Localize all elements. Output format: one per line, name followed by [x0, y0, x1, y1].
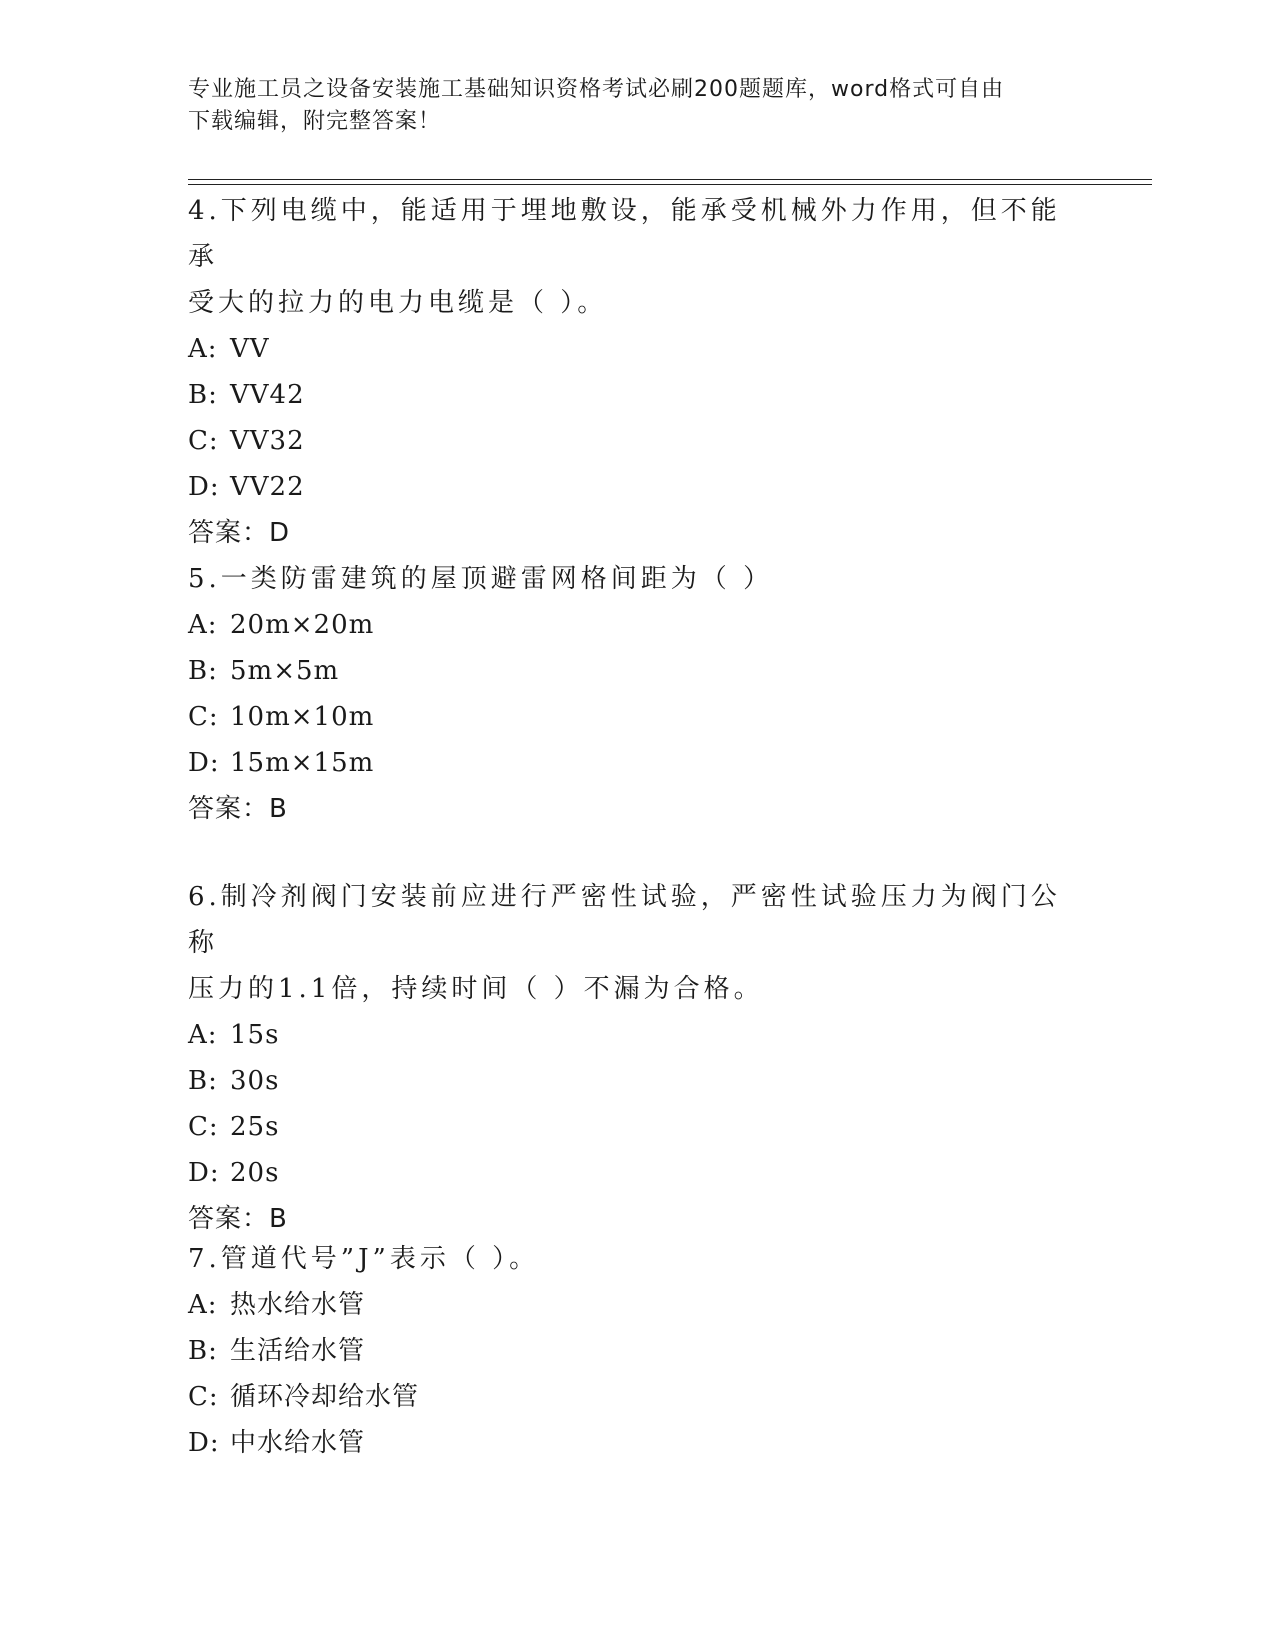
- option-c: [188, 1374, 1088, 1420]
- header-line-2: 下载编辑，附完整答案！: [188, 109, 442, 134]
- option-key: A:: [188, 610, 218, 640]
- option-text: 20s: [230, 1158, 280, 1188]
- option-text: 生活给水管: [230, 1336, 366, 1366]
- option-text: 循环冷却给水管: [230, 1382, 420, 1412]
- question-stem-line-1: 4.下列电缆中，能适用于埋地敷设，能承受机械外力作用，但不能承: [188, 196, 1061, 272]
- question-stem-line-2: 压力的1.1倍，持续时间（ ）不漏为合格。: [188, 974, 764, 1004]
- option-key: B:: [188, 1066, 218, 1096]
- option-key: A:: [188, 334, 218, 364]
- option-text: VV22: [230, 472, 305, 502]
- option-key: B:: [188, 656, 218, 686]
- option-text: VV32: [230, 426, 305, 456]
- header-line-1: 专业施工员之设备安装施工基础知识资格考试必刷200题题库，word格式可自由: [188, 77, 1005, 102]
- answer-line: 答案：B: [188, 1204, 288, 1234]
- option-text: 30s: [230, 1066, 280, 1096]
- option-text: 20m×20m: [230, 610, 375, 640]
- question-6: [188, 874, 1088, 1242]
- option-d: [188, 1420, 1088, 1466]
- question-7: [188, 1236, 1088, 1466]
- option-a: [188, 1012, 1088, 1058]
- option-a: [188, 326, 1088, 372]
- question-stem-line-1: 5.一类防雷建筑的屋顶避雷网格间距为（ ）: [188, 564, 774, 594]
- option-text: 10m×10m: [230, 702, 375, 732]
- header-divider-bottom: [188, 184, 1152, 185]
- option-key: D:: [188, 748, 220, 778]
- question-stem-line-2: 受大的拉力的电力电缆是（ ）。: [188, 288, 608, 318]
- option-text: 15m×15m: [230, 748, 375, 778]
- header-divider-top: [188, 179, 1152, 180]
- option-text: 中水给水管: [230, 1428, 366, 1458]
- option-key: C:: [188, 426, 219, 456]
- option-d: [188, 1150, 1088, 1196]
- option-c: [188, 694, 1088, 740]
- option-b: [188, 1328, 1088, 1374]
- answer-line: 答案：D: [188, 518, 291, 548]
- question-stem: [188, 1236, 1088, 1282]
- option-key: A:: [188, 1290, 218, 1320]
- question-stem: [188, 556, 1088, 602]
- option-key: A:: [188, 1020, 218, 1050]
- option-c: [188, 418, 1088, 464]
- option-d: [188, 464, 1088, 510]
- question-stem-line-1: 7.管道代号”J”表示（ ）。: [188, 1244, 540, 1274]
- question-4: [188, 188, 1088, 556]
- option-text: 25s: [230, 1112, 280, 1142]
- question-stem: [188, 188, 1088, 326]
- option-key: C:: [188, 1382, 219, 1412]
- option-key: B:: [188, 380, 218, 410]
- option-c: [188, 1104, 1088, 1150]
- question-stem-line-1: 6.制冷剂阀门安装前应进行严密性试验，严密性试验压力为阀门公称: [188, 882, 1061, 958]
- option-key: D:: [188, 1428, 220, 1458]
- option-key: D:: [188, 472, 220, 502]
- question-5: [188, 556, 1088, 832]
- option-text: VV42: [230, 380, 305, 410]
- option-key: C:: [188, 1112, 219, 1142]
- option-text: 热水给水管: [230, 1290, 366, 1320]
- option-key: D:: [188, 1158, 220, 1188]
- option-text: 5m×5m: [230, 656, 340, 686]
- option-b: [188, 1058, 1088, 1104]
- option-key: C:: [188, 702, 219, 732]
- option-d: [188, 740, 1088, 786]
- option-b: [188, 372, 1088, 418]
- option-a: [188, 1282, 1088, 1328]
- option-text: 15s: [230, 1020, 280, 1050]
- option-a: [188, 602, 1088, 648]
- question-stem: [188, 874, 1088, 1012]
- answer-line: 答案：B: [188, 794, 288, 824]
- document-header: [188, 74, 1088, 138]
- option-text: VV: [230, 334, 270, 364]
- option-b: [188, 648, 1088, 694]
- option-key: B:: [188, 1336, 218, 1366]
